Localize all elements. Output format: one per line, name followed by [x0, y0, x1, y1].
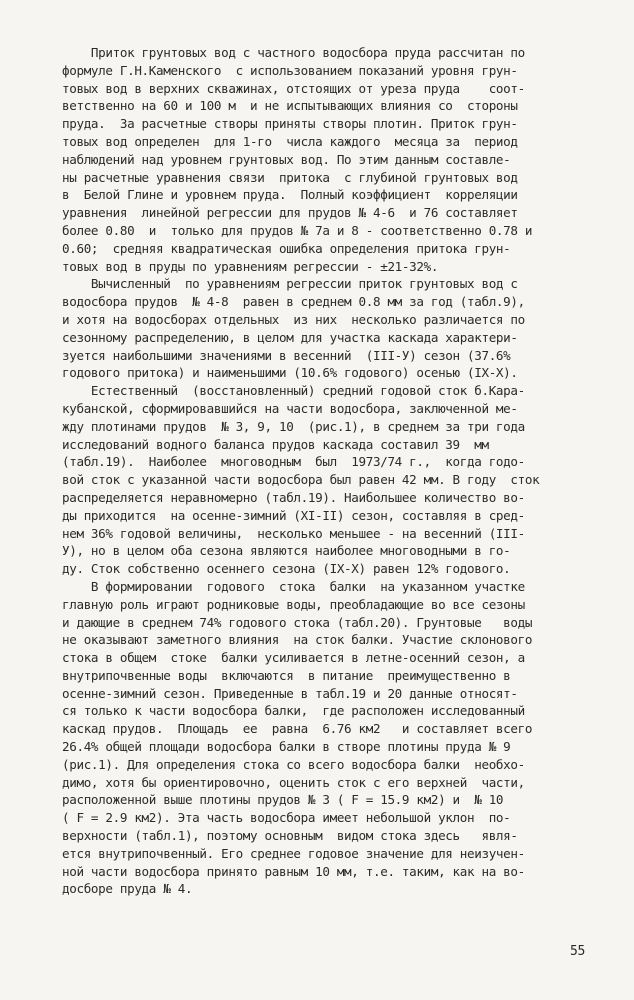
text-line: внутрипочвенные воды включаются в питание преимущественно в	[62, 667, 511, 683]
text-line: формуле Г.Н.Каменского с использованием показаний уровня грун-	[62, 62, 518, 78]
text-line: каскад прудов. Площадь ее равна 6.76 км2 и составляет всего	[62, 721, 533, 737]
text-line: и хотя на водосборах отдельных из них несколько различается по	[62, 311, 525, 327]
text-line: ды приходится на осенне-зимний (XI-II) сезон, составляя в сред-	[62, 507, 525, 523]
text-line: В формировании годового стока балки на указанном участке	[62, 578, 525, 594]
text-line: водосбора прудов № 4-8 равен в среднем 0.8 мм за год (табл.9),	[62, 294, 525, 310]
text-line: (табл.19). Наиболее многоводным был 1973/74 г., когда годо-	[62, 454, 525, 470]
text-line: димо, хотя бы ориентировочно, оценить сток с его верхней части,	[62, 774, 525, 790]
text-line: ной части водосбора принято равным 10 мм, т.е. таким, как на во-	[62, 863, 525, 879]
text-line: не оказывают заметного влияния на сток балки. Участие склонового	[62, 632, 533, 648]
text-line: ны расчетные уравнения связи притока с глубиной грунтовых вод	[62, 169, 518, 185]
text-line: главную роль играют родниковые воды, преобладающие во все сезоны	[62, 596, 525, 612]
text-line: ся только к части водосбора балки, где расположен исследованный	[62, 703, 525, 719]
text-line: нем 36% годовой величины, несколько меньшее - на весенний (III-	[62, 525, 525, 541]
text-line: ется внутрипочвенный. Его среднее годовое значение для неизучен-	[62, 845, 525, 861]
text-line: вой сток с указанной части водосбора был равен 42 мм. В году сток	[62, 472, 540, 488]
text-line: кубанской, сформировавшийся на части водосбора, заключенной ме-	[62, 400, 518, 416]
text-line: сезонному распределению, в целом для участка каскада характери-	[62, 329, 518, 345]
text-line: У), но в целом оба сезона являются наиболее многоводными в го-	[62, 543, 511, 559]
text-line: в Белой Глине и уровнем пруда. Полный коэффициент корреляции	[62, 187, 518, 203]
text-line: годового притока) и наименьшими (10.6% годового) осенью (IX-X).	[62, 365, 518, 381]
text-line: зуется наибольшими значениями в весенний (III-У) сезон (37.6%	[62, 347, 511, 363]
text-line: Вычисленный по уравнениям регрессии приток грунтовых вод с	[62, 276, 518, 292]
text-line: распределяется неравномерно (табл.19). Наибольшее количество во-	[62, 489, 525, 505]
text-line: ветственно на 60 и 100 м и не испытывающих влияния со стороны	[62, 98, 518, 114]
text-line: жду плотинами прудов № 3, 9, 10 (рис.1), в среднем за три года	[62, 418, 525, 434]
body-text	[62, 44, 612, 898]
text-line: стока в общем стоке балки усиливается в летне-осенний сезон, а	[62, 650, 525, 666]
text-line: расположенной выше плотины прудов № 3 ( F = 15.9 км2) и № 10	[62, 792, 504, 808]
text-line: пруда. За расчетные створы приняты створы плотин. Приток грун-	[62, 116, 518, 132]
text-line: досборе пруда № 4.	[62, 881, 193, 897]
page-number: 55	[570, 944, 586, 959]
text-line: (рис.1). Для определения стока со всего водосбора балки необхо-	[62, 756, 525, 772]
text-line: товых вод в пруды по уравнениям регрессии - ±21-32%.	[62, 258, 439, 274]
text-line: товых вод в верхних скважинах, отстоящих от уреза пруда соот-	[62, 80, 525, 96]
text-line: более 0.80 и только для прудов № 7а и 8 - соответственно 0.78 и	[62, 222, 533, 238]
text-line: Приток грунтовых вод с частного водосбора пруда рассчитан по	[62, 45, 525, 60]
text-line: осенне-зимний сезон. Приведенные в табл.19 и 20 данные относят-	[62, 685, 518, 701]
text-line: наблюдений над уровнем грунтовых вод. По этим данным составле-	[62, 151, 511, 167]
text-line: товых вод определен для 1-го числа каждого месяца за период	[62, 133, 518, 149]
text-line: верхности (табл.1), поэтому основным видом стока здесь явля-	[62, 828, 518, 844]
text-line: 0.60; средняя квадратическая ошибка определения притока грун-	[62, 240, 511, 256]
text-line: исследований водного баланса прудов каскада составил 39 мм	[62, 436, 489, 452]
text-line: Естественный (восстановленный) средний годовой сток б.Кара-	[62, 383, 525, 399]
text-line: и дающие в среднем 74% годового стока (табл.20). Грунтовые воды	[62, 614, 533, 630]
text-line: ду. Сток собственно осеннего сезона (IX-X) равен 12% годового.	[62, 561, 511, 577]
text-line: 26.4% общей площади водосбора балки в створе плотины пруда № 9	[62, 739, 511, 755]
text-line: ( F = 2.9 км2). Эта часть водосбора имеет небольшой уклон по-	[62, 810, 511, 826]
text-line: уравнения линейной регрессии для прудов № 4-6 и 76 составляет	[62, 205, 518, 221]
